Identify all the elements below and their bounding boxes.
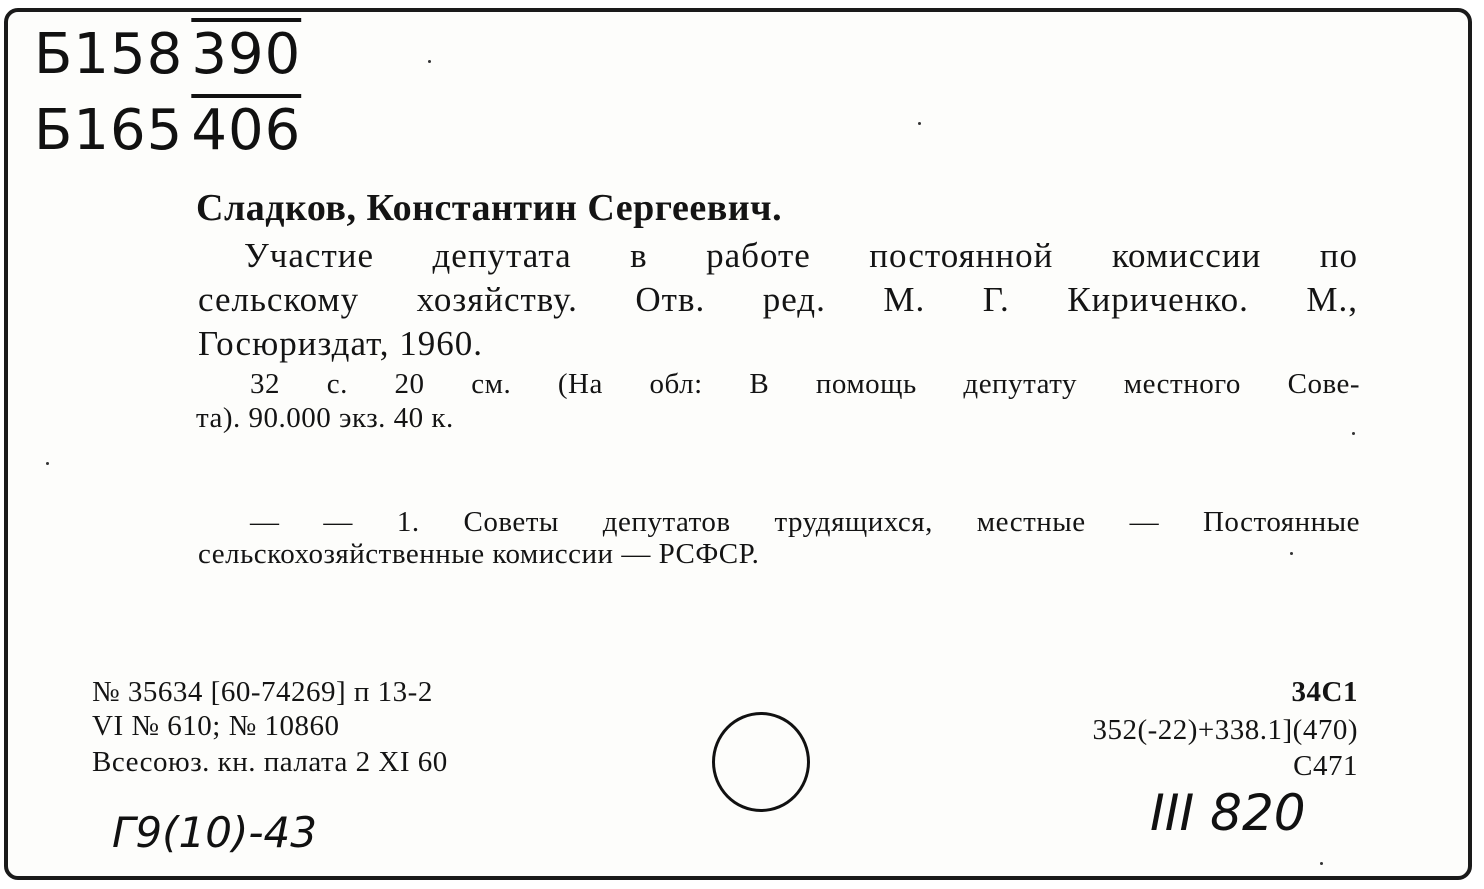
registry-line-2: VI № 610; № 10860 — [92, 710, 340, 742]
speck — [1352, 432, 1355, 435]
speck — [46, 462, 49, 465]
physical-line-2: та). 90.000 экз. 40 к. — [196, 402, 454, 434]
hole-circle — [712, 712, 810, 812]
call-number-1-main: Б158 — [34, 22, 184, 87]
classification-line-2: 352(-22)+338.1](470) — [1092, 714, 1358, 746]
speck — [1290, 552, 1293, 555]
registry-line-1: № 35634 [60-74269] п 13-2 — [92, 676, 433, 708]
title-line-2: сельскому хозяйству. Отв. ред. М. Г. Кириченко. М., — [198, 280, 1358, 319]
call-number-1 — [34, 22, 301, 87]
title-line-3: Госюриздат, 1960. — [198, 324, 483, 363]
call-number-2 — [34, 98, 301, 163]
classification-line-3: С471 — [1293, 750, 1358, 782]
speck — [428, 60, 431, 63]
classification-line-1: 34С1 — [1291, 676, 1358, 708]
call-number-2-main: Б165 — [34, 98, 184, 163]
subject-line-1: — — 1. Советы депутатов трудящихся, местные — Постоянные — [250, 506, 1360, 538]
speck — [918, 122, 921, 125]
registry-line-3: Всесоюз. кн. палата 2 XI 60 — [92, 746, 448, 778]
title-line-1: Участие депутата в работе постоянной комиссии по — [244, 236, 1358, 275]
handwritten-code-right: III 820 — [1150, 784, 1306, 842]
speck — [1320, 862, 1323, 865]
physical-line-1: 32 с. 20 см. (На обл: В помощь депутату местного Сове- — [250, 368, 1360, 400]
author-heading: Сладков, Константин Сергеевич. — [196, 187, 783, 229]
call-number-1-sub: 390 — [191, 22, 302, 87]
call-number-2-sub: 406 — [191, 98, 302, 163]
handwritten-code-left: Г9(10)-43 — [112, 808, 317, 857]
subject-line-2: сельскохозяйственные комиссии — РСФСР. — [198, 538, 760, 570]
